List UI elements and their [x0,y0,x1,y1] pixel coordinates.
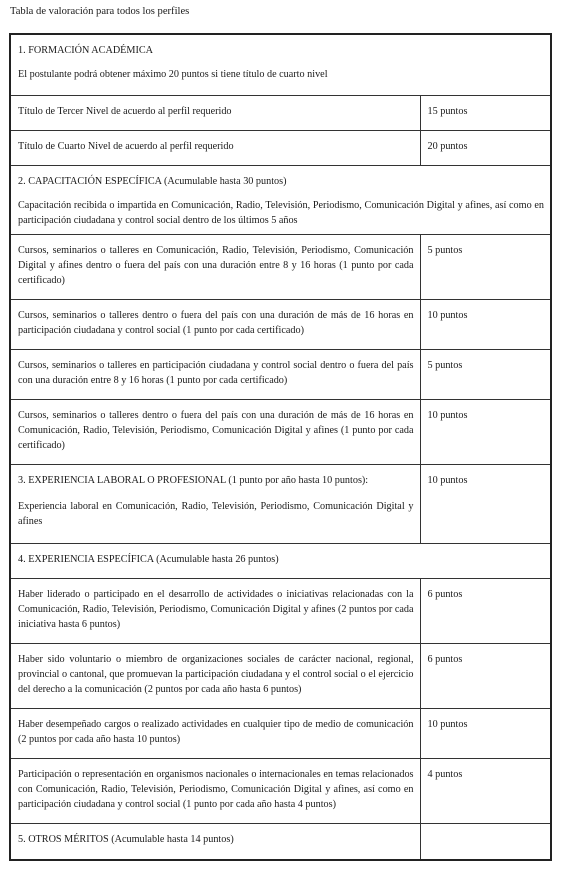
section-title: 2. CAPACITACIÓN ESPECÍFICA (Acumulable hasta 30 puntos) [18,175,287,187]
criterion-cell: Haber liderado o participado en el desarrollo de actividades o iniciativas relacionadas con la Comunicación, Radio, Televisión, Periodismo, Comunicación Digital y afines (2 puntos por cada iniciativa hasta 6 puntos) [10,578,420,643]
points-cell: 15 puntos [420,95,551,130]
section-note: El postulante podrá obtener máximo 20 puntos si tiene título de cuarto nivel [18,69,328,80]
table-row [10,578,551,643]
criterion-cell: Cursos, seminarios o talleres dentro o fuera del país con una duración de más de 16 horas en participación ciudadana y control social (1 punto por cada certificado) [10,299,420,349]
section-title: 1. FORMACIÓN ACADÉMICA [18,45,153,56]
table-row [10,234,551,299]
table-row [10,349,551,399]
section-otros-meritos [10,823,551,860]
section-experiencia-laboral [10,464,551,543]
section-note: Experiencia laboral en Comunicación, Radio, Televisión, Periodismo, Comunicación Digital y afines [18,500,414,527]
criterion-cell: Participación o representación en organismos nacionales o internacionales en temas relacionados con Comunicación, Radio, Televisión, Periodismo, Comunicación Digital y afines, así como en participación ciudadana y control social (1 punto por cada año hasta 4 puntos) [10,758,420,823]
section-title: 4. EXPERIENCIA ESPECÍFICA (Acumulable hasta 26 puntos) [18,553,279,565]
section-note: Capacitación recibida o impartida en Comunicación, Radio, Televisión, Periodismo, Comunicación Digital y afines, así como en participación ciudadana y control social dentro de los últimos 5 años [18,199,544,226]
table-row [10,708,551,758]
points-cell: 10 puntos [420,299,551,349]
points-cell: 10 puntos [420,464,551,543]
points-cell: 6 puntos [420,643,551,708]
section-title: 5. OTROS MÉRITOS (Acumulable hasta 14 puntos) [18,833,234,845]
points-cell: 5 puntos [420,234,551,299]
points-cell: 10 puntos [420,399,551,464]
criterion-cell: Cursos, seminarios o talleres en Comunicación, Radio, Televisión, Periodismo, Comunicación Digital y afines dentro o fuera del país con una duración entre 8 y 16 horas (1 punto por cada certificado) [10,234,420,299]
points-cell: 5 puntos [420,349,551,399]
points-cell: 20 puntos [420,130,551,165]
points-cell: 6 puntos [420,578,551,643]
points-cell [420,823,551,860]
evaluation-table [9,33,552,861]
criterion-cell: Título de Tercer Nivel de acuerdo al perfil requerido [10,95,420,130]
table-row [10,758,551,823]
section-formacion-header [10,34,551,95]
section-header-cell [10,165,551,234]
criterion-cell: Cursos, seminarios o talleres dentro o fuera del país con una duración de más de 16 horas en Comunicación, Radio, Televisión, Periodismo, Comunicación Digital y afines (1 punto por cada certificado) [10,399,420,464]
criterion-cell [10,823,420,860]
table-row [10,95,551,130]
section-title: 3. EXPERIENCIA LABORAL O PROFESIONAL (1 punto por año hasta 10 puntos): [18,474,369,486]
points-cell: 4 puntos [420,758,551,823]
section-header-cell [10,543,551,578]
table-row [10,130,551,165]
criterion-cell: Haber sido voluntario o miembro de organizaciones sociales de carácter nacional, regional, provincial o cantonal, que promuevan la participación ciudadana y el control social o el ejercicio del derecho a la comunicación (2 puntos por cada año hasta 6 puntos) [10,643,420,708]
section-capacitacion-header [10,165,551,234]
table-row [10,643,551,708]
points-cell: 10 puntos [420,708,551,758]
criterion-cell: Haber desempeñado cargos o realizado actividades en cualquier tipo de medio de comunicación (2 puntos por cada año hasta 10 puntos) [10,708,420,758]
table-caption: Tabla de valoración para todos los perfiles [10,6,190,17]
criterion-cell: Cursos, seminarios o talleres en participación ciudadana y control social dentro o fuera del país con una duración entre 8 y 16 horas (1 punto por cada certificado) [10,349,420,399]
table-row [10,399,551,464]
section-experiencia-especifica-header [10,543,551,578]
table-row [10,299,551,349]
criterion-cell: Título de Cuarto Nivel de acuerdo al perfil requerido [10,130,420,165]
section-header-cell [10,34,551,95]
criterion-cell [10,464,420,543]
